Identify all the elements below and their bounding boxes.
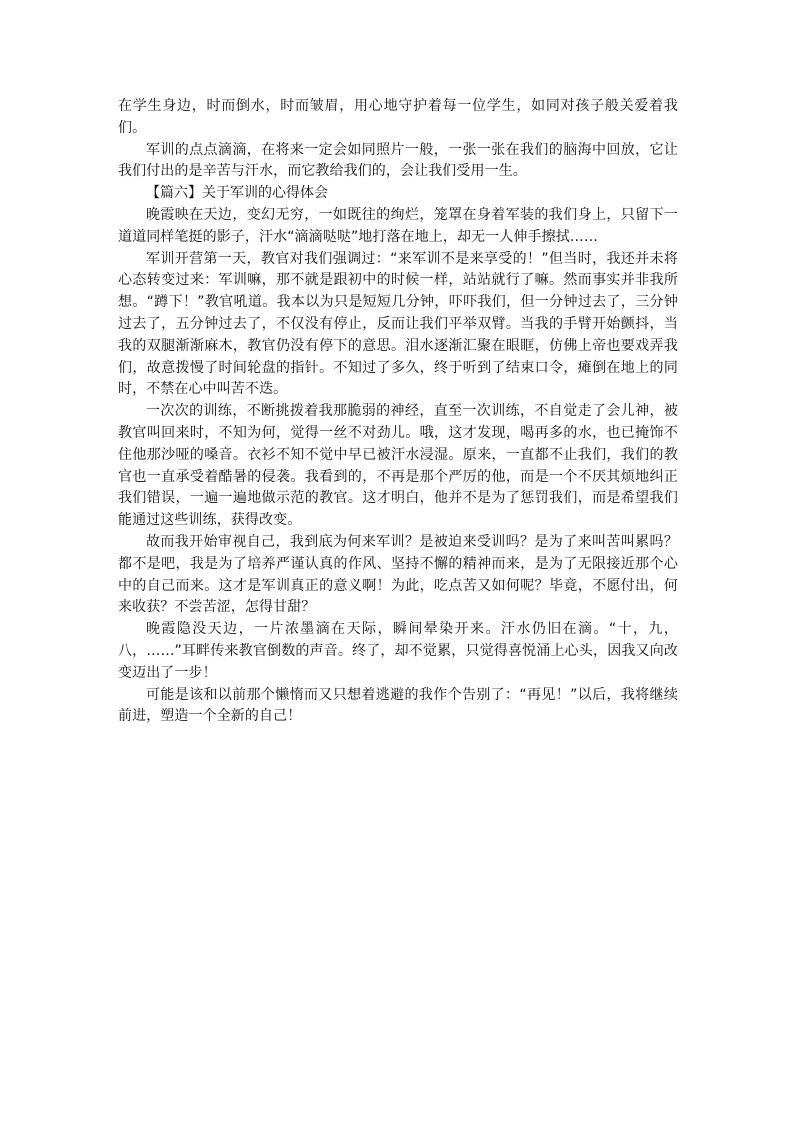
paragraph-farewell: 可能是该和以前那个懒惰而又只想着逃避的我作个告别了：“再见！”以后，我将继续前进，塑造一个全新的自己！: [118, 686, 678, 725]
paragraph-military-training-memories: 军训的点点滴滴，在将来一定会如同照片一般，一张一张在我们的脑海中回放，它让我们付出的是辛苦与汗水，而它教给我们的，会让我们受用一生。: [118, 141, 678, 180]
document-page: [118, 96, 678, 728]
paragraph-sunset-intro: 晚霞映在天边，变幻无穷，一如既往的绚烂，笼罩在身着军装的我们身上，只留下一道道同样笔挺的影子，汗水“滴滴哒哒”地打落在地上，却无一人伸手擦拭……: [118, 206, 678, 245]
paragraph-first-day: 军训开营第一天，教官对我们强调过：“来军训不是来享受的！”但当时，我还并未将心态转变过来：军训嘛，那不就是跟初中的时候一样，站站就行了嘛。然而事实并非我所想。“蹲下！”教官吼道。我本以为只是短短几分钟，吓吓我们，但一分钟过去了，三分钟过去了，五分钟过去了，不仅没有停止，反而让我们平举双臂。当我的手臂开始颤抖，当我的双腿渐渐麻木，教官仍没有停下的意思。泪水逐渐汇聚在眼眶，仿佛上帝也要戏弄我们，故意拨慢了时间轮盘的指针。不知过了多久，终于听到了结束口令，瘫倒在地上的同时，不禁在心中叫苦不迭。: [118, 250, 678, 398]
section-heading-part-six: 【篇六】关于军训的心得体会: [146, 185, 328, 202]
paragraph-self-reflection: 故而我开始审视自己，我到底为何来军训？是被迫来受训吗？是为了来叫苦叫累吗？都不是吧，我是为了培养严谨认真的作风、坚持不懈的精神而来，是为了无限接近那个心中的自己而来。这才是军训真正的意义啊！为此，吃点苦又如何呢？毕竟，不愿付出，何来收获？不尝苦涩，怎得甘甜？: [118, 533, 678, 616]
paragraph-sunset-ending: 晚霞隐没天边，一片浓墨滴在天际，瞬间晕染开来。汗水仍旧在滴。“十，九，八，……”耳畔传来教官倒数的声音。终了，却不觉累，只觉得喜悦涌上心头，因我又向改变迈出了一步！: [118, 621, 678, 681]
paragraph-continuation: 在学生身边，时而倒水，时而皱眉，用心地守护着每一位学生，如同对孩子般关爱着我们。: [118, 98, 678, 136]
paragraph-instructor: 一次次的训练，不断挑拨着我那脆弱的神经，直至一次训练，不自觉走了会儿神，被教官叫回来时，不知为何，觉得一丝不对劲儿。哦，这才发现，喝再多的水，也已掩饰不住他那沙哑的嗓音。衣衫不知不觉中早已被汗水浸湿。原来，一直都不止我们，我们的教官也一直承受着酷暑的侵袭。我看到的，不再是那个严厉的他，而是一个不厌其烦地纠正我们错误，一遍一遍地做示范的教官。这才明白，他并不是为了惩罚我们，而是希望我们能通过这些训练，获得改变。: [118, 403, 678, 529]
